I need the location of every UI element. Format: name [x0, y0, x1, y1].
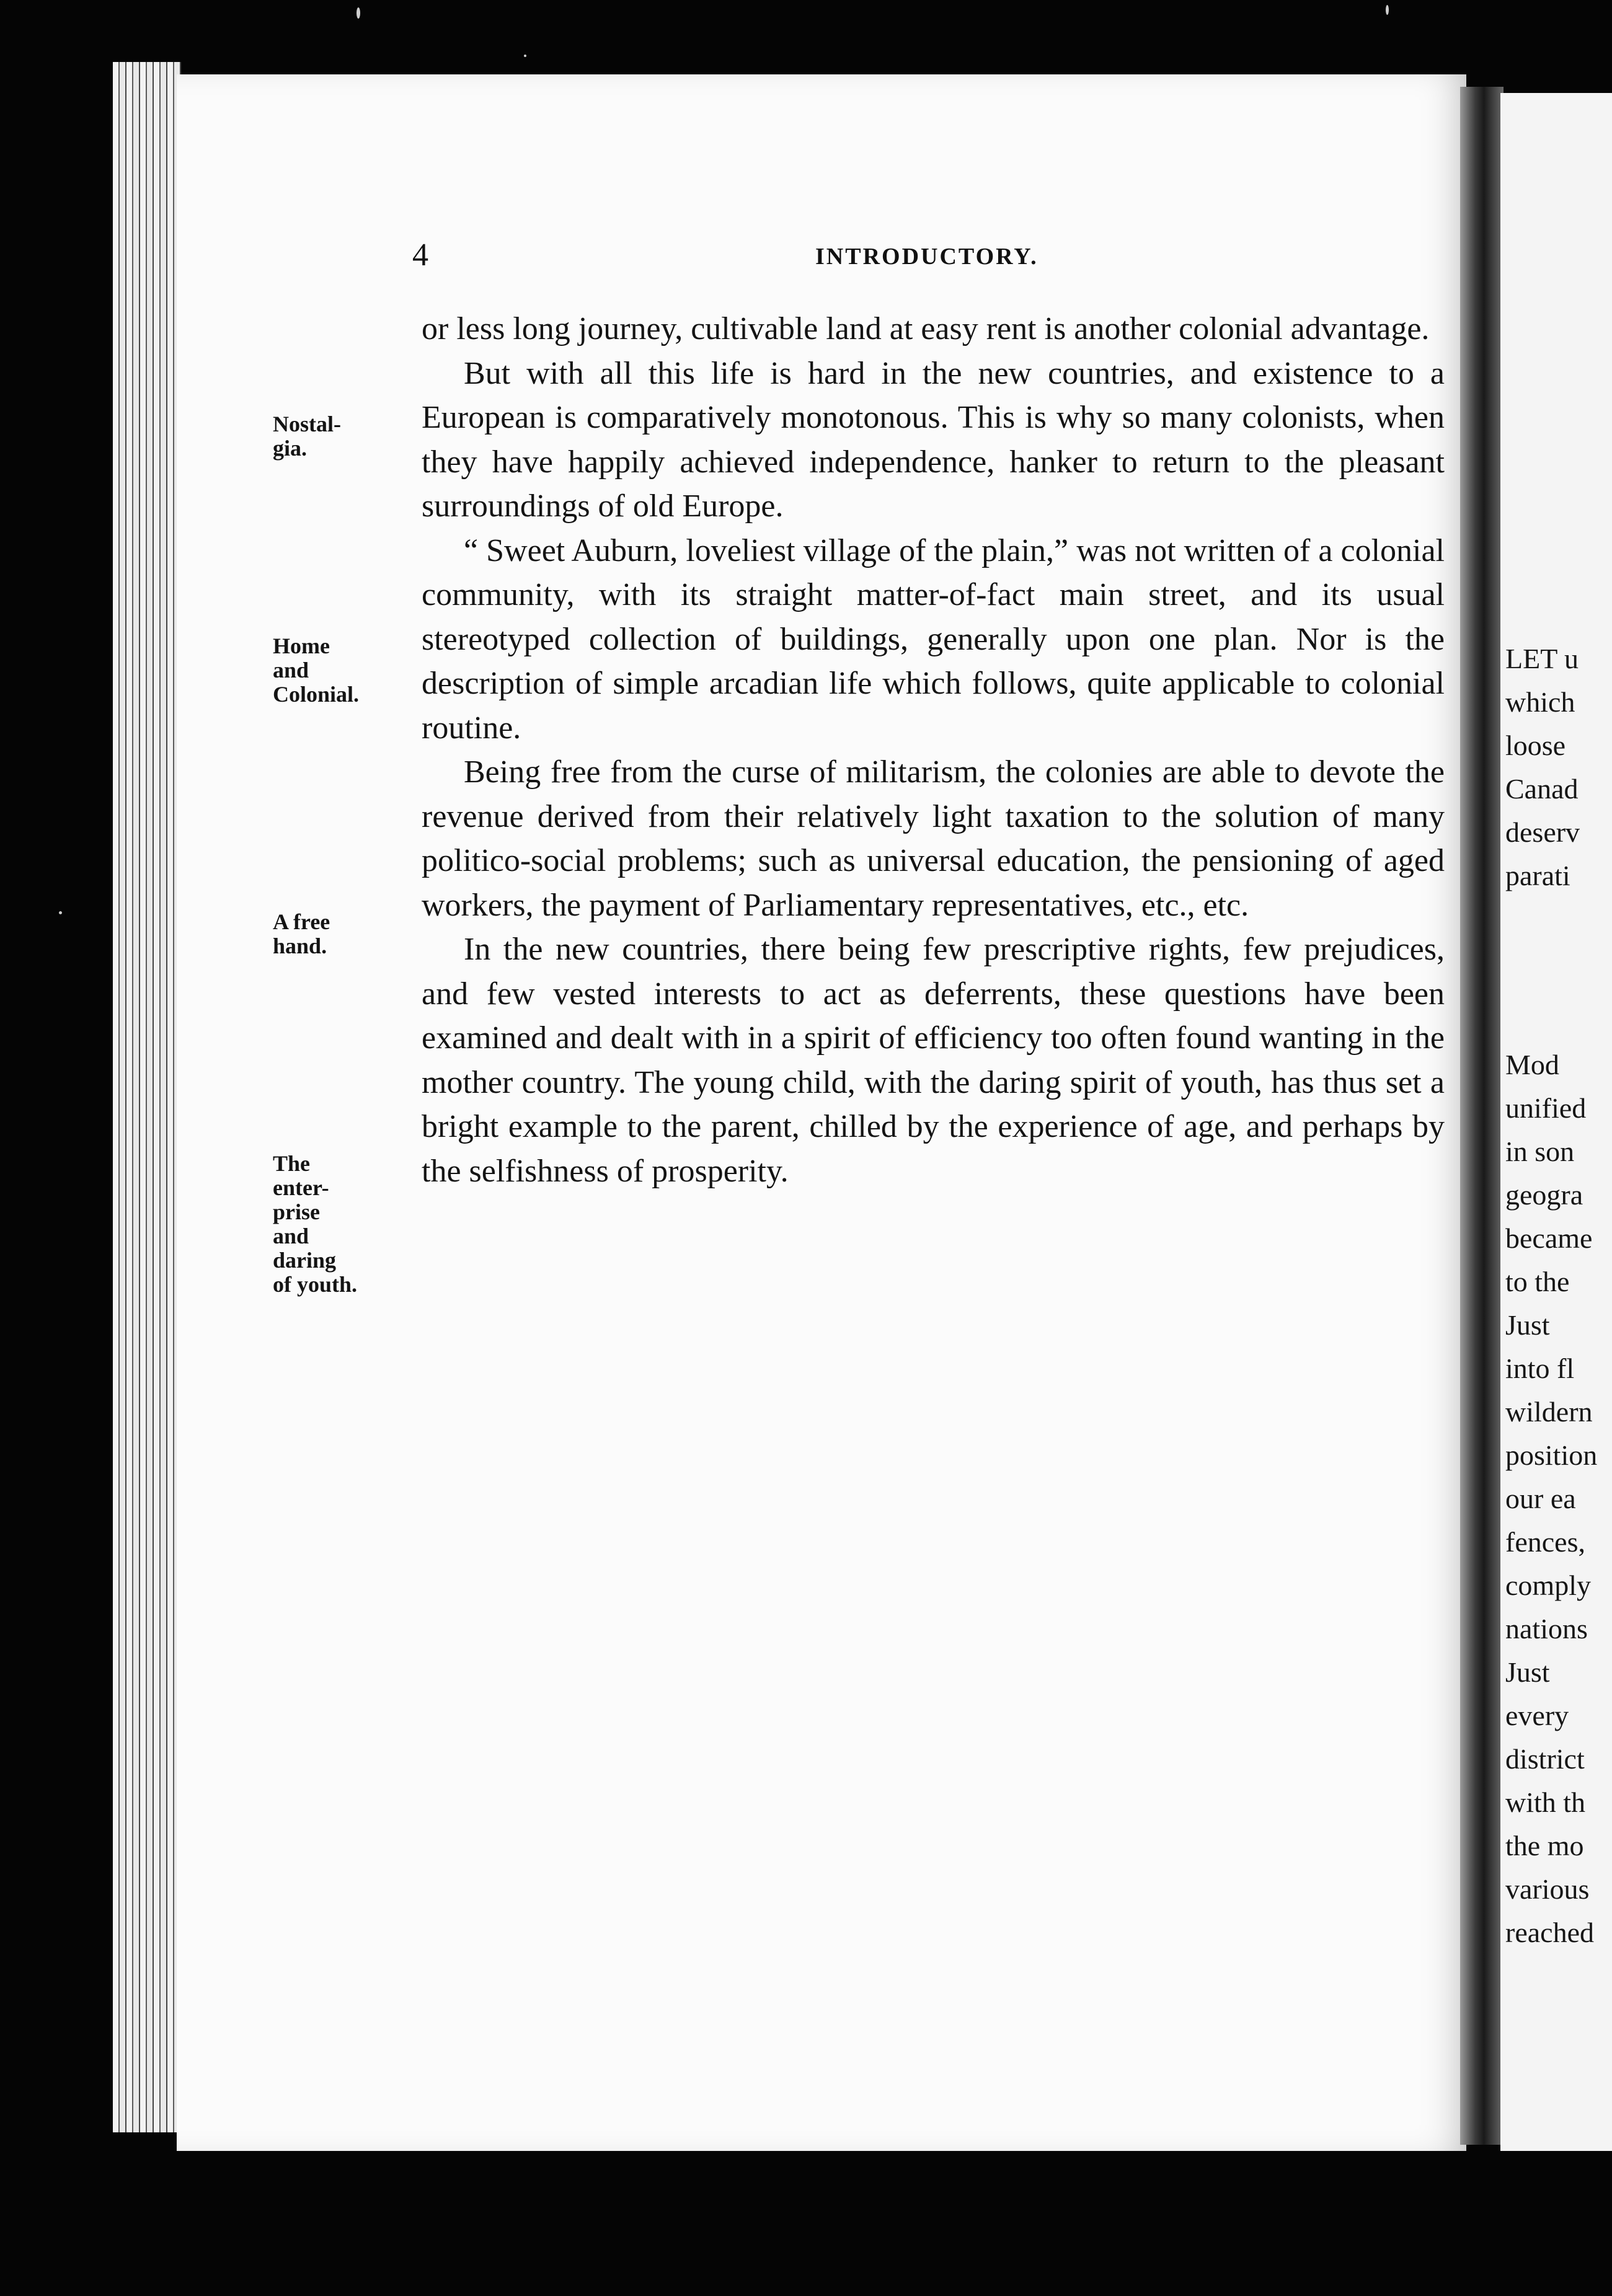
facing-page-line: loose [1505, 730, 1566, 761]
facing-page-line: Just [1505, 1309, 1550, 1341]
facing-page-line: Just [1505, 1656, 1550, 1688]
sidenote-nostalgia: Nostal- gia. [273, 412, 341, 461]
paragraph: “ Sweet Auburn, loveliest village of the plain,” was not written of a colonial community, with its straight matter-of-fact main street, and its usual stereotyped collection of buildings, generally upon one plan. Nor is the description of simple arcadian life which follows, quite applicable to colonial routine. [422, 532, 1445, 746]
book-page-edges [113, 62, 181, 2132]
facing-page-line: parati [1505, 860, 1570, 891]
scan-speck [59, 911, 62, 914]
facing-page-line: unified [1505, 1092, 1587, 1124]
facing-page-line: wildern [1505, 1396, 1593, 1428]
facing-page-line: comply [1505, 1570, 1591, 1601]
facing-page-line: position [1505, 1439, 1598, 1471]
facing-page-line: deserv [1505, 816, 1580, 848]
sidenote-enterprise-of-youth: The enter- prise and daring of youth. [273, 1151, 358, 1297]
facing-page-line: reached [1505, 1917, 1594, 1948]
facing-page-line: to the [1505, 1266, 1570, 1297]
paragraph: In the new countries, there being few prescriptive rights, few prejudices, and few vested interests to act as deferrents, these questions have been examined and dealt with in a spirit of efficiency too often found wanting in the mother country. The young child, with the daring spirit of youth, has thus set a bright example to the parent, chilled by the experience of age, and perhaps by the selfishness of prosperity. [422, 932, 1445, 1189]
facing-page-line: into fl [1505, 1353, 1575, 1384]
facing-page-line: which [1505, 686, 1575, 718]
facing-page-line: every [1505, 1700, 1569, 1731]
sidenote-free-hand: A free hand. [273, 909, 330, 958]
paragraph: or less long journey, cultivable land at easy rent is another colonial advantage. [422, 311, 1430, 347]
facing-page-line: in son [1505, 1136, 1575, 1167]
running-title: INTRODUCTORY. [815, 244, 1038, 270]
paragraph: Being free from the curse of militarism, the colonies are able to devote the revenue derived from their relatively light taxation to the solution of many politico-social problems; such as universal education, the pensioning of aged workers, the payment of Parliamentary representatives, etc., etc. [422, 754, 1445, 923]
facing-page-line: Canad [1505, 773, 1579, 805]
page-number: 4 [412, 237, 428, 273]
facing-page-line: nations [1505, 1613, 1588, 1645]
facing-page-line: district [1505, 1743, 1585, 1775]
body-text [422, 307, 1445, 1193]
facing-page-line: Mod [1505, 1049, 1559, 1080]
facing-page-line: fences, [1505, 1526, 1585, 1558]
paragraph: But with all this life is hard in the new countries, and existence to a European is comparatively monotonous. This is why so many colonists, when they have happily achieved independence, hanker to return to the pleasant surroundings of old Europe. [422, 355, 1445, 524]
facing-page-line: various [1505, 1873, 1590, 1905]
scan-speck [524, 55, 526, 57]
scan-speck [1386, 5, 1389, 15]
facing-page-line: geogra [1505, 1179, 1583, 1211]
sidenote-home-and-colonial: Home and Colonial. [273, 634, 360, 707]
facing-page [1500, 93, 1612, 2151]
scan-speck [356, 7, 360, 19]
facing-page-line: became [1505, 1222, 1593, 1254]
facing-page-line: LET u [1505, 643, 1579, 674]
facing-page-line: with th [1505, 1786, 1586, 1818]
facing-page-line: the mo [1505, 1830, 1584, 1861]
book-gutter [1460, 87, 1504, 2145]
facing-page-line: our ea [1505, 1483, 1576, 1514]
